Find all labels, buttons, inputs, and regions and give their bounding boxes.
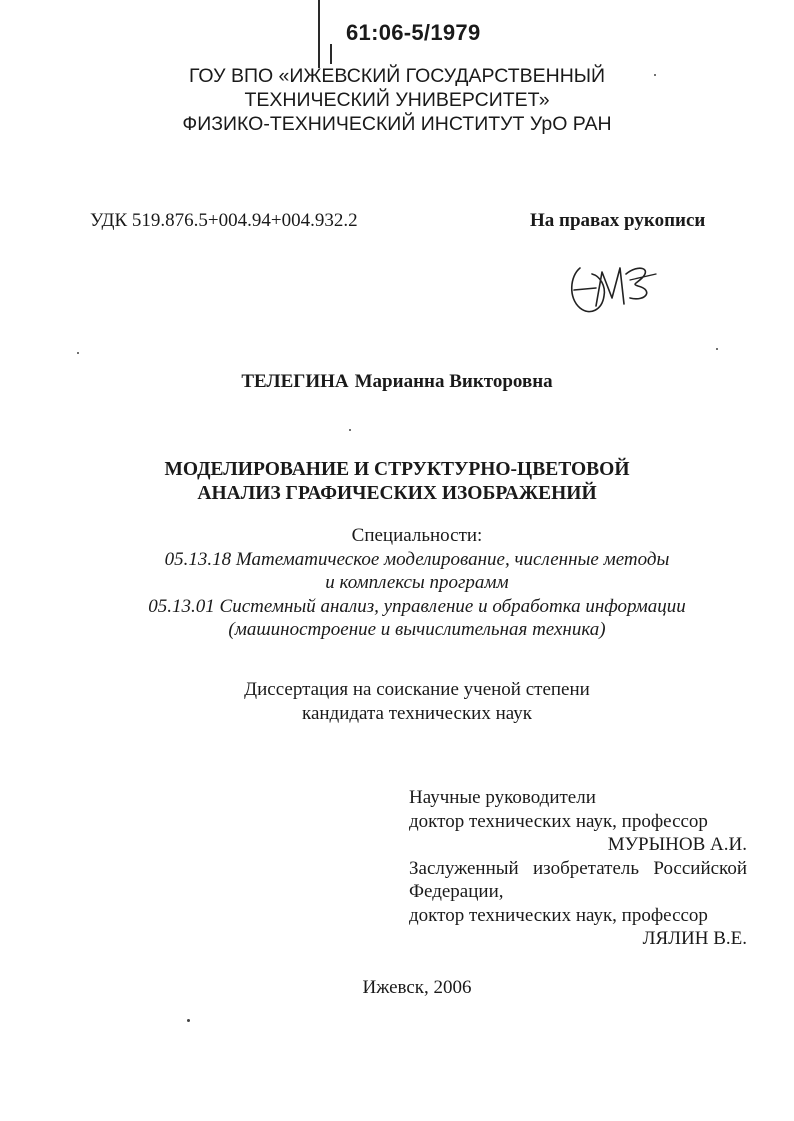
dissertation-title	[0, 458, 794, 506]
specialty-1-line-2: и комплексы программ	[325, 572, 509, 593]
scan-speck	[349, 429, 351, 431]
supervisor-2-name: ЛЯЛИН В.Е.	[642, 928, 747, 949]
organization-line-3: ФИЗИКО-ТЕХНИЧЕСКИЙ ИНСТИТУТ УрО РАН	[182, 113, 612, 135]
thesis-line-2: кандидата технических наук	[302, 703, 532, 724]
supervisor-1-degree: доктор технических наук, профессор	[409, 810, 708, 832]
specialty-2-line-1: 05.13.01 Системный анализ, управление и обработка информации	[148, 595, 686, 617]
supervisor-2-degree: доктор технических наук, профессор	[409, 904, 708, 926]
scan-speck	[654, 74, 656, 76]
title-line-1: МОДЕЛИРОВАНИЕ И СТРУКТУРНО-ЦВЕТОВОЙ	[164, 459, 630, 480]
author-name	[0, 371, 794, 393]
specialty-1-line-1: 05.13.18 Математическое моделирование, численные методы	[164, 548, 670, 570]
handwritten-signature	[566, 246, 666, 326]
organization-line-1: ГОУ ВПО «ИЖЕВСКИЙ ГОСУДАРСТВЕННЫЙ	[188, 65, 606, 87]
thesis-line-1: Диссертация на соискание ученой степени	[244, 679, 590, 700]
organization-line-2: ТЕХНИЧЕСКИЙ УНИВЕРСИТЕТ»	[244, 89, 550, 111]
title-line-2: АНАЛИЗ ГРАФИЧЕСКИХ ИЗОБРАЖЕНИЙ	[197, 483, 597, 504]
supervisor-1-name: МУРЫНОВ А.И.	[607, 834, 747, 855]
supervisor-2-title-line-2: Федерации,	[409, 881, 504, 902]
specialty-2-line-2: (машиностроение и вычислительная техника)	[228, 619, 606, 640]
specialties-block	[0, 524, 794, 642]
supervisor-2-title	[409, 857, 747, 881]
supervisors-heading: Научные руководители	[409, 787, 596, 808]
author-surname: ТЕЛЕГИНА	[241, 371, 349, 392]
supervisor-2-title-word-2: изобретатель	[533, 857, 640, 879]
supervisor-2-title-word-1: Заслуженный	[409, 857, 519, 879]
manuscript-rights-note: На правах рукописи	[530, 210, 706, 231]
scan-speck	[716, 348, 718, 350]
udk-code: УДК 519.876.5+004.94+004.932.2	[90, 210, 358, 231]
thesis-degree	[0, 678, 794, 726]
scan-speck	[77, 352, 79, 354]
scan-speck	[187, 1019, 190, 1022]
archive-number: 61:06-5/1979	[346, 20, 481, 45]
supervisors-block	[409, 786, 747, 951]
supervisor-2-title-word-3: Российской	[653, 857, 747, 879]
specialties-heading: Специальности:	[351, 525, 483, 546]
organization-header	[0, 64, 794, 136]
margin-tick	[330, 44, 332, 64]
margin-line	[318, 0, 320, 68]
author-given-names: Марианна Викторовна	[354, 371, 553, 392]
city-year: Ижевск, 2006	[362, 977, 472, 998]
